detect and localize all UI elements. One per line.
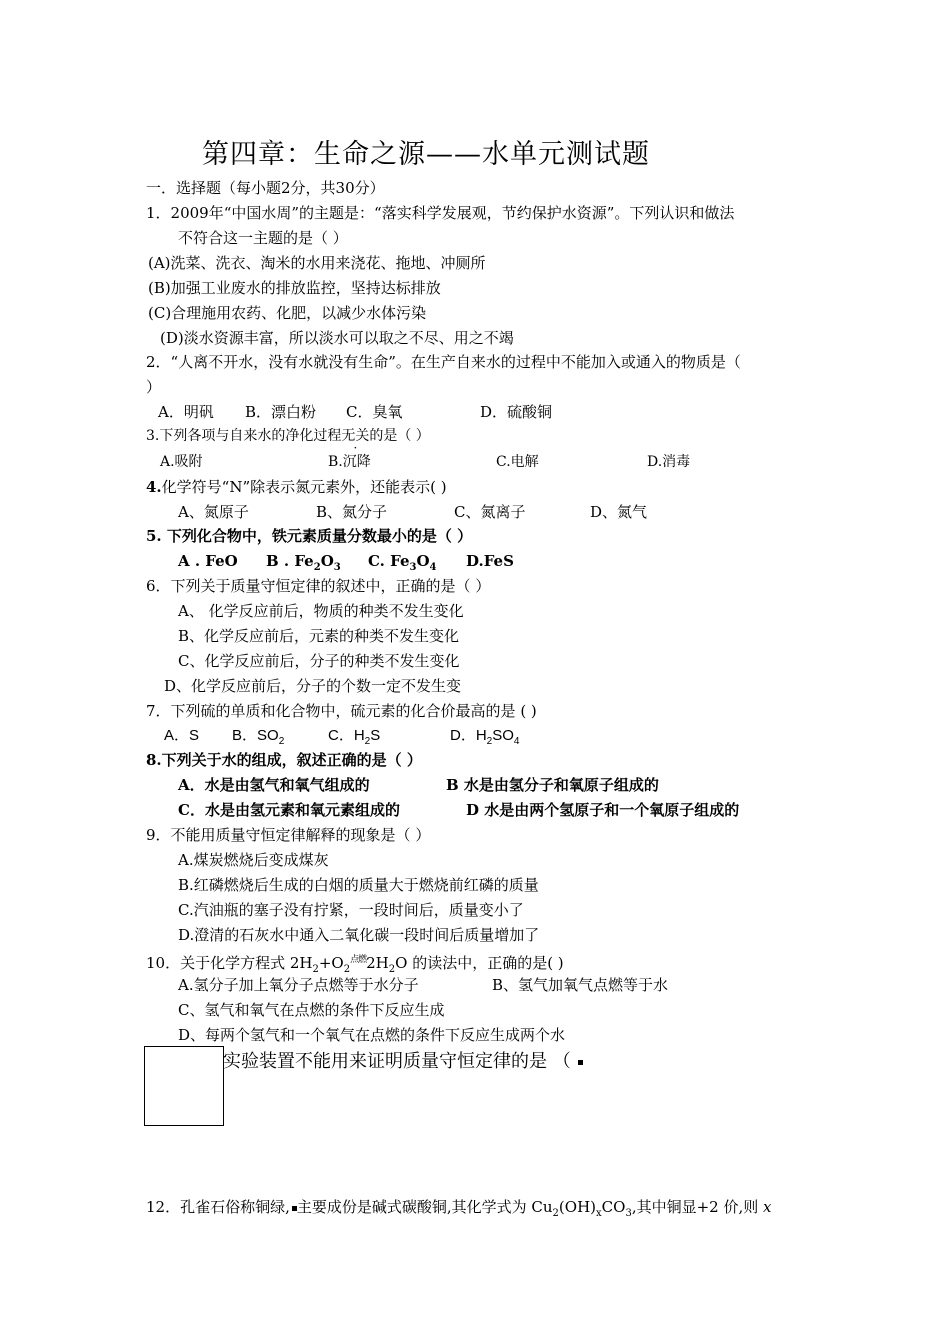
q1-option-c: (C)合理施用农药、化肥，以减少水体污染 [148, 304, 427, 322]
q12-stem: 12．孔雀石俗称铜绿, 主要成份是碱式碳酸铜,其化学式为 $Cu_2(OH)_xCO_3$,其中铜显+2 价,则 x [146, 1198, 772, 1219]
q4-option-a: A、氮原子 [178, 503, 249, 521]
q10-option-b: B、氢气加氧气点燃等于水 [492, 976, 669, 994]
q2-option-b: B．漂白粉 [245, 403, 317, 421]
q4-stem [146, 477, 447, 497]
q10-option-d: D、每两个氢气和一个氧气在点燃的条件下反应生成两个水 [178, 1026, 566, 1044]
q8-stem: 8.下列关于水的组成，叙述正确的是（ ） [146, 751, 422, 769]
q7-option-b: B．$SO_2$ [232, 727, 285, 747]
q8-option-a: A．水是由氢气和氧气组成的 [178, 776, 370, 794]
q10-option-c: C、氢气和氧气在点燃的条件下反应生成 [178, 1001, 445, 1019]
q3-option-a: A.吸附 [160, 454, 203, 470]
q2-option-d: D．硫酸铜 [480, 403, 553, 421]
q2-stem-cont: ） [146, 378, 162, 396]
q6-stem: 6．下列关于质量守恒定律的叙述中，正确的是（ ） [146, 577, 491, 595]
q3-option-d: D.消毒 [647, 454, 691, 470]
q4-number: 4. [146, 478, 162, 496]
q2-stem: 2．“人离不开水，没有水就没有生命”。在生产自来水的过程中不能加入或通入的物质是（ [146, 353, 741, 371]
q2-option-a: A．明矾 [158, 403, 214, 421]
q9-option-b: B.红磷燃烧后生成的白烟的质量大于燃烧前红磷的质量 [178, 876, 539, 894]
q7-option-a: A．S [164, 727, 200, 744]
reaction-condition: 点燃 [350, 955, 367, 965]
page-title: 第四章：生命之源——水单元测试题 [202, 139, 650, 170]
placeholder-mark [578, 1060, 583, 1065]
q5-stem: 5. 下列化合物中，铁元素质量分数最小的是（ ） [146, 527, 473, 545]
section-heading: 一．选择题（每小题2分，共30分） [146, 179, 385, 197]
q4-stem-text: 化学符号“N”除表示氮元素外，还能表示( ) [161, 478, 447, 496]
q8-option-d: D 水是由两个氢原子和一个氧原子组成的 [466, 801, 740, 819]
q7-option-c: C．$H_2S$ [328, 727, 381, 747]
q5-option-c: C. $Fe_3O_4$ [368, 552, 437, 573]
figure-placeholder [144, 1046, 224, 1126]
q6-option-c: C、化学反应前后，分子的种类不发生变化 [178, 652, 460, 670]
q6-option-a: A、 化学反应前后，物质的种类不发生变化 [178, 602, 464, 620]
q11-stem: 实验装置不能用来证明质量守恒定律的是 （ [223, 1047, 583, 1073]
q6-option-d: D、化学反应前后，分子的个数一定不发生变 [164, 677, 462, 695]
q4-option-d: D、氮气 [590, 503, 648, 521]
q3-stem-emphasis: 无关 [341, 428, 370, 444]
q5-option-b: B . $Fe_2O_3$ [266, 552, 341, 573]
q3-stem [146, 426, 430, 446]
q3-option-c: C.电解 [496, 454, 539, 470]
q10-stem: 10．关于化学方程式 $2H_2+O_2^{点燃}2H_2O$ 的读法中，正确的是( ) [146, 954, 564, 975]
q1-stem-cont: 不符合这一主题的是（ ） [178, 229, 348, 247]
q1-option-d: (D)淡水资源丰富，所以淡水可以取之不尽、用之不竭 [160, 329, 514, 347]
q3-stem-after: 的是（ ） [369, 428, 430, 444]
q9-option-c: C.汽油瓶的塞子没有拧紧，一段时间后，质量变小了 [178, 901, 524, 919]
q7-option-d: D．$H_2SO_4$ [450, 727, 520, 747]
q9-option-d: D.澄清的石灰水中通入二氧化碳一段时间后质量增加了 [178, 926, 540, 944]
q1-option-a: (A)洗菜、洗衣、淘米的水用来浇花、拖地、冲厕所 [148, 254, 486, 272]
q3-option-b: B.沉降 [328, 454, 371, 470]
q3-stem-before: 3.下列各项与自来水的净化过程 [146, 428, 342, 444]
q4-option-c: C、氮离子 [454, 503, 526, 521]
q4-option-b: B、氮分子 [316, 503, 388, 521]
q8-option-b: B 水是由氢分子和氧原子组成的 [446, 776, 659, 794]
q7-stem: 7．下列硫的单质和化合物中，硫元素的化合价最高的是 ( ) [146, 702, 537, 720]
q9-stem: 9．不能用质量守恒定律解释的现象是（ ） [146, 826, 431, 844]
q1-option-b: (B)加强工业废水的排放监控，坚持达标排放 [148, 279, 441, 297]
q6-option-b: B、化学反应前后，元素的种类不发生变化 [178, 627, 460, 645]
q9-option-a: A.煤炭燃烧后变成煤灰 [178, 851, 329, 869]
q5-option-a: A . FeO [178, 552, 238, 570]
q2-option-c: C．臭氧 [346, 403, 403, 421]
q8-option-c: C．水是由氢元素和氧元素组成的 [178, 801, 400, 819]
q1-stem: 1．2009年“中国水周”的主题是：“落实科学发展观，节约保护水资源”。下列认识和做法 [146, 204, 735, 222]
q5-option-d: D.FeS [466, 552, 514, 570]
q10-option-a: A.氢分子加上氧分子点燃等于水分子 [178, 976, 419, 994]
